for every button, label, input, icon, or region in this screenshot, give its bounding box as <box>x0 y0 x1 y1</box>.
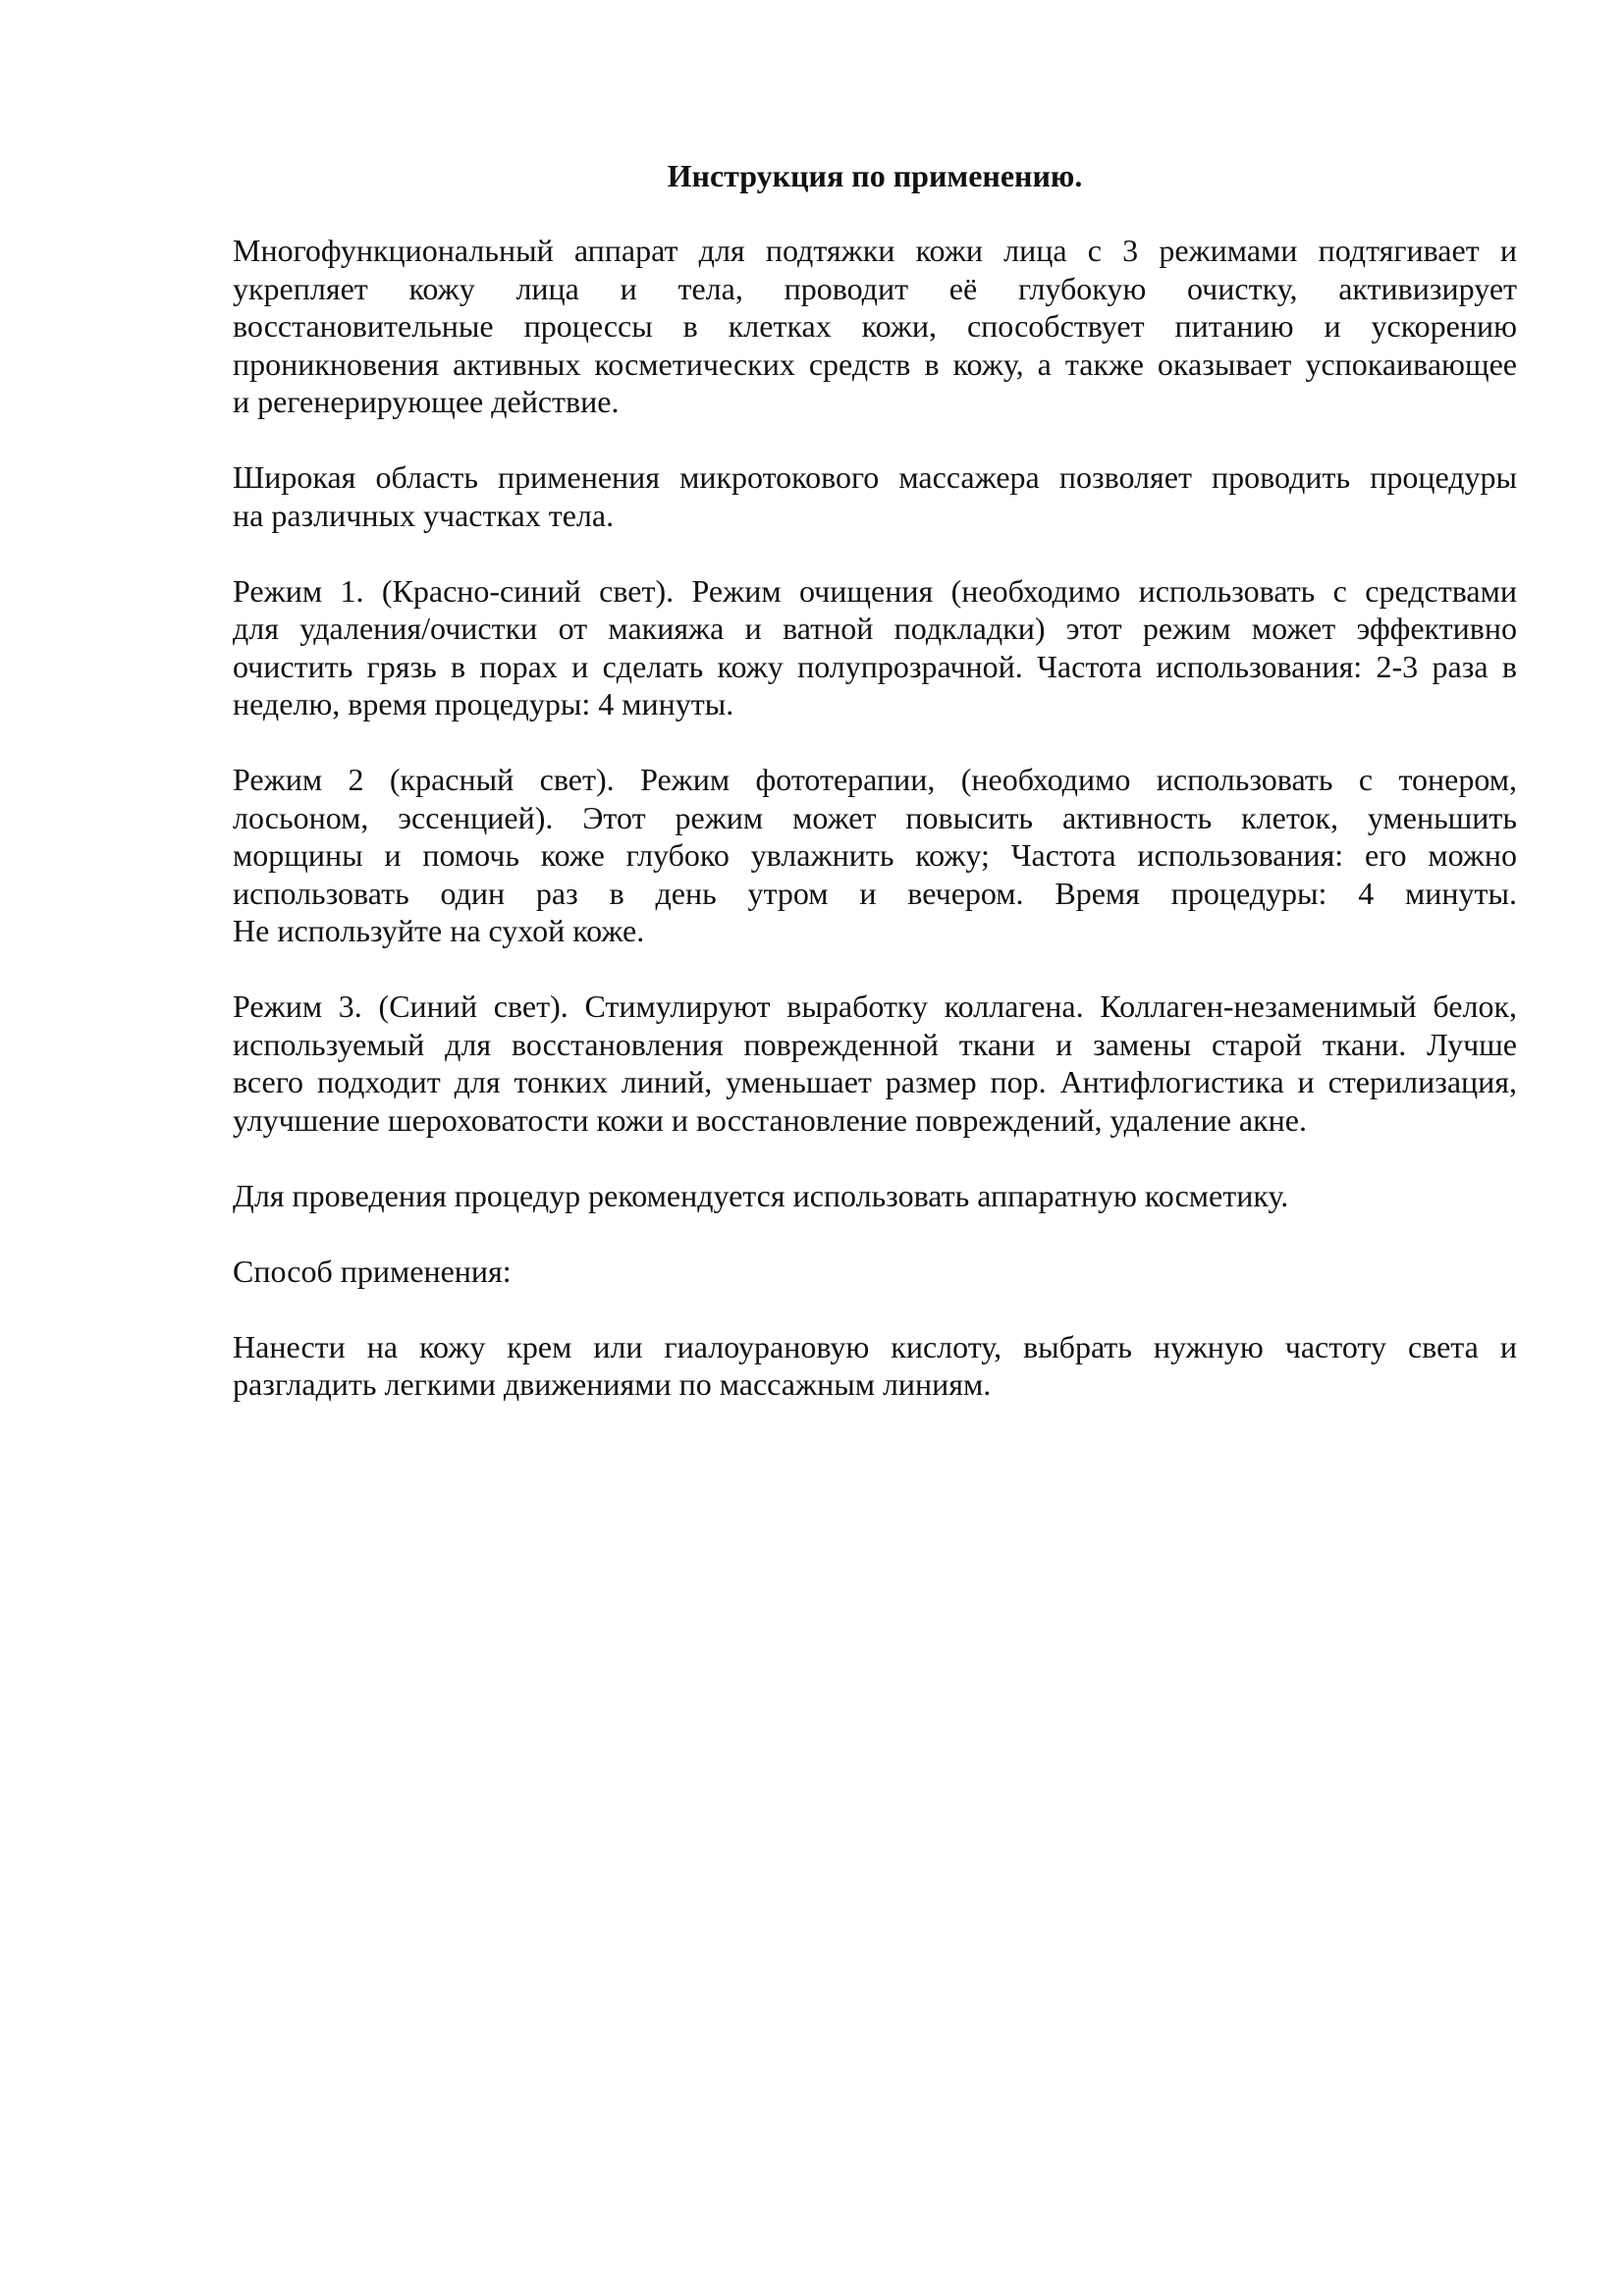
paragraph <box>233 572 1517 723</box>
paragraph-line: использовать один раз в день утром и вечером. Время процедуры: 4 минуты. <box>233 875 1517 911</box>
paragraph <box>233 1177 1517 1215</box>
paragraph-line: проникновения активных косметических средств в кожу, а также оказывает успокаивающее <box>233 346 1517 382</box>
paragraph-line: разгладить легкими движениями по массажным линиям. <box>233 1366 992 1402</box>
paragraph-line: Режим 2 (красный свет). Режим фототерапии, (необходимо использовать с тонером, <box>233 762 1517 797</box>
paragraph-line: морщины и помочь коже глубоко увлажнить кожу; Частота использования: его можно <box>233 837 1517 873</box>
paragraph-line: на различных участках тела. <box>233 497 615 533</box>
paragraph-line: Широкая область применения микротокового массажера позволяет проводить процедуры <box>233 459 1517 495</box>
paragraph-line: Режим 3. (Синий свет). Стимулируют выработку коллагена. Коллаген-незаменимый белок, <box>233 988 1517 1024</box>
paragraph-line: Режим 1. (Красно-синий свет). Режим очищения (необходимо использовать с средствами <box>233 572 1517 609</box>
paragraph-line: Многофункциональный аппарат для подтяжки кожи лица с 3 режимами подтягивает и <box>233 233 1517 268</box>
paragraph-line: неделю, время процедуры: 4 минуты. <box>233 686 734 721</box>
paragraph-line: Нанести на кожу крем или гиалоурановую кислоту, выбрать нужную частоту света и <box>233 1328 1517 1364</box>
paragraph <box>233 1328 1517 1404</box>
paragraph-line: восстановительные процессы в клетках кожи, способствует питанию и ускорению <box>233 308 1517 344</box>
paragraph-line: для удаления/очистки от макияжа и ватной подкладки) этот режим может эффективно <box>233 611 1517 646</box>
paragraph-line: всего подходит для тонких линий, уменьшает размер пор. Антифлогистика и стерилизация, <box>233 1064 1517 1099</box>
paragraph-line: укрепляет кожу лица и тела, проводит её глубокую очистку, активизирует <box>233 270 1517 306</box>
paragraph <box>233 458 1517 534</box>
paragraph <box>233 988 1517 1139</box>
paragraph <box>233 232 1517 421</box>
paragraph-line: и регенерирующее действие. <box>233 384 620 419</box>
paragraph-line: Способ применения: <box>233 1253 512 1289</box>
paragraph-line: используемый для восстановления поврежденной ткани и замены старой ткани. Лучше <box>233 1026 1517 1062</box>
paragraph <box>233 761 1517 950</box>
document-body <box>233 232 1517 1404</box>
document-title: Инструкция по применению. <box>667 158 1083 193</box>
paragraph <box>233 1253 1517 1291</box>
document-page <box>233 157 1517 1441</box>
paragraph-line: Для проведения процедур рекомендуется использовать аппаратную косметику. <box>233 1177 1289 1213</box>
paragraph-line: очистить грязь в порах и сделать кожу полупрозрачной. Частота использования: 2-3 раза в <box>233 648 1517 684</box>
paragraph-line: Не используйте на сухой коже. <box>233 913 645 948</box>
paragraph-line: улучшение шероховатости кожи и восстановление повреждений, удаление акне. <box>233 1101 1307 1138</box>
paragraph-line: лосьоном, эссенцией). Этот режим может повысить активность клеток, уменьшить <box>233 799 1517 835</box>
